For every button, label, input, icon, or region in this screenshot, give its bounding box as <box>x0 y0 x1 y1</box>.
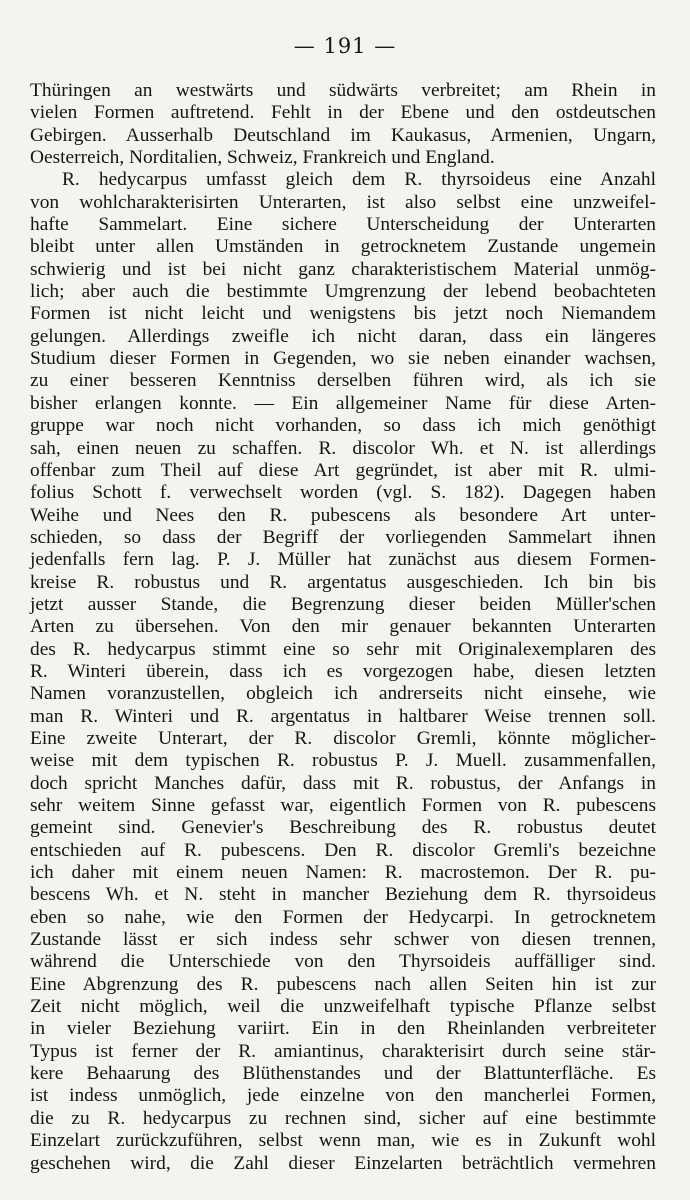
text-line: Studium dieser Formen in Gegenden, wo sie neben einander wachsen, <box>30 348 656 370</box>
text-line: kreise R. robustus und R. argentatus ausgeschieden. Ich bin bis <box>30 571 656 593</box>
text-line: Gebirgen. Ausserhalb Deutschland im Kaukasus, Armenien, Ungarn, <box>30 124 656 146</box>
text-line: Weihe und Nees den R. pubescens als besondere Art unter- <box>30 504 656 526</box>
text-line: R. hedycarpus umfasst gleich dem R. thyrsoideus eine Anzahl <box>62 169 656 191</box>
text-line: lich; aber auch die bestimmte Umgrenzung der lebend beobachteten <box>30 281 656 303</box>
text-line: kere Behaarung des Blüthenstandes und der Blattunterfläche. Es <box>30 1063 656 1085</box>
text-line: des R. hedycarpus stimmt eine so sehr mit Originalexemplaren des <box>30 638 656 660</box>
text-line: entschieden auf R. pubescens. Den R. discolor Gremli's bezeichne <box>30 839 656 861</box>
text-line: jetzt ausser Stande, die Begrenzung dieser beiden Müller'schen <box>30 593 656 615</box>
text-line: Zustande lässt er sich indess sehr schwer von diesen trennen, <box>30 929 656 951</box>
text-line: hafte Sammelart. Eine sichere Unterscheidung der Unterarten <box>30 214 656 236</box>
text-line: Thüringen an westwärts und südwärts verbreitet; am Rhein in <box>30 80 656 101</box>
text-line: Namen voranzustellen, obgleich ich andrerseits nicht einsehe, wie <box>30 683 656 705</box>
text-line: bleibt unter allen Umständen in getrocknetem Zustande ungemein <box>30 236 656 258</box>
text-line: zu einer besseren Kenntniss derselben führen wird, als ich sie <box>30 370 656 392</box>
text-line: bisher erlangen konnte. — Ein allgemeiner Name für diese Arten- <box>30 392 656 414</box>
text-line: während die Unterschiede von den Thyrsoideis auffälliger sind. <box>30 951 656 973</box>
text-line: vielen Formen auftretend. Fehlt in der Ebene und den ostdeutschen <box>30 102 656 124</box>
text-line: ist indess unmöglich, jede einzelne von den mancherlei Formen, <box>30 1085 656 1107</box>
text-line: geschehen wird, die Zahl dieser Einzelarten beträchtlich vermehren <box>30 1152 656 1174</box>
text-line: in vieler Beziehung variirt. Ein in den Rheinlanden verbreiteter <box>30 1018 656 1040</box>
text-line: jedenfalls fern lag. P. J. Müller hat zunächst aus diesem Formen- <box>30 549 656 571</box>
text-line: Einzelart zurückzuführen, selbst wenn man, wie es in Zukunft wohl <box>30 1130 656 1152</box>
text-line: Formen ist nicht leicht und wenigstens bis jetzt noch Niemandem <box>30 303 656 325</box>
text-line: doch spricht Manches dafür, dass mit R. robustus, der Anfangs in <box>30 772 656 794</box>
page-number: — 191 — <box>293 34 397 58</box>
text-line: Eine zweite Unterart, der R. discolor Gremli, könnte möglicher- <box>30 727 656 749</box>
text-line: eben so nahe, wie den Formen der Hedycarpi. In getrocknetem <box>30 906 656 928</box>
text-line: R. Winteri überein, dass ich es vorgezogen habe, diesen letzten <box>30 660 656 682</box>
text-line: man R. Winteri und R. argentatus in haltbarer Weise trennen soll. <box>30 705 656 727</box>
text-line: schieden, so dass der Begriff der vorliegenden Sammelart ihnen <box>30 526 656 548</box>
text-line: folius Schott f. verwechselt worden (vgl. S. 182). Dagegen haben <box>30 482 656 504</box>
text-line: schwierig und ist bei nicht ganz charakteristischem Material unmög- <box>30 258 656 280</box>
text-line: offenbar zum Theil auf diese Art gegründet, ist aber mit R. ulmi- <box>30 459 656 481</box>
text-line: bescens Wh. et N. steht in mancher Beziehung dem R. thyrsoideus <box>30 884 656 906</box>
text-line: weise mit dem typischen R. robustus P. J. Muell. zusammenfallen, <box>30 750 656 772</box>
text-line: Zeit nicht möglich, weil die unzweifelhaft typische Pflanze selbst <box>30 996 656 1018</box>
text-line: ich daher mit einem neuen Namen: R. macrostemon. Der R. pu- <box>30 862 656 884</box>
text-line: von wohlcharakterisirten Unterarten, ist also selbst eine unzweifel- <box>30 191 656 213</box>
text-line: sah, einen neuen zu schaffen. R. discolor Wh. et N. ist allerdings <box>30 437 656 459</box>
body-text <box>30 80 656 1175</box>
text-line: Arten zu übersehen. Von den mir genauer bekannten Unterarten <box>30 616 656 638</box>
text-line: Typus ist ferner der R. amiantinus, charakterisirt durch seine stär- <box>30 1040 656 1062</box>
text-line: gruppe war noch nicht vorhanden, so dass ich mich genöthigt <box>30 415 656 437</box>
text-line: gelungen. Allerdings zweifle ich nicht daran, dass ein längeres <box>30 325 656 347</box>
text-line: Eine Abgrenzung des R. pubescens nach allen Seiten hin ist zur <box>30 973 656 995</box>
text-line: die zu R. hedycarpus zu rechnen sind, sicher auf eine bestimmte <box>30 1107 656 1129</box>
text-line: sehr weitem Sinne gefasst war, eigentlich Formen von R. pubescens <box>30 795 656 816</box>
text-line: gemeint sind. Genevier's Beschreibung des R. robustus deutet <box>30 817 656 839</box>
text-line: Oesterreich, Norditalien, Schweiz, Frankreich und England. <box>30 147 495 169</box>
